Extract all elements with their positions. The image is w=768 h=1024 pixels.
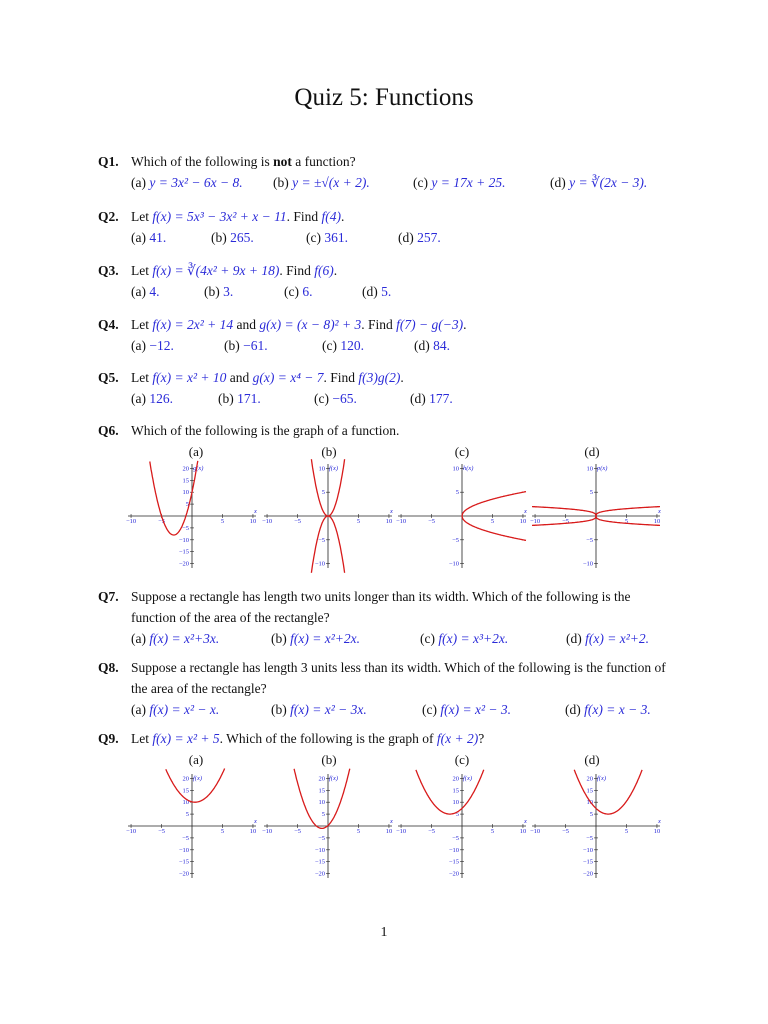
option-d[interactable]: (d) 84.	[414, 338, 450, 353]
y-tick-label: 10	[182, 489, 189, 497]
y-tick-label: −15	[178, 858, 189, 866]
x-tick-label: 5	[490, 828, 495, 835]
y-axis-name: g(x)	[193, 465, 204, 472]
option-a[interactable]: (a) 4.	[131, 284, 160, 299]
x-tick-label: 10	[249, 518, 257, 525]
y-tick-label: 10	[586, 465, 593, 473]
x-tick-label: 5	[220, 828, 225, 835]
y-tick-label: 20	[318, 775, 325, 783]
y-tick-label: 5	[321, 489, 325, 497]
y-tick-label: −20	[314, 870, 325, 878]
y-tick-label: 15	[452, 787, 459, 795]
x-tick-label: −5	[562, 518, 569, 525]
x-axis-name: x	[524, 818, 527, 825]
option-a[interactable]: (a) f(x) = x² − x.	[131, 702, 220, 717]
graph-label-c: (c)	[454, 752, 470, 767]
x-tick-label: −5	[158, 828, 165, 835]
question-number: Q1.	[98, 154, 119, 169]
y-tick-label: 15	[318, 787, 325, 795]
question-number: Q3.	[98, 263, 119, 278]
graph-label-d: (d)	[584, 752, 600, 767]
option-b[interactable]: (b) f(x) = x²+2x.	[271, 631, 360, 646]
curve	[150, 461, 198, 535]
graph-label-c: (c)	[454, 444, 470, 459]
x-tick-label: 5	[624, 828, 629, 835]
x-tick-label: 5	[624, 518, 629, 525]
option-a[interactable]: (a) −12.	[131, 338, 174, 353]
curve	[416, 770, 484, 814]
y-tick-label: −15	[448, 858, 459, 866]
question-number: Q8.	[98, 660, 119, 675]
question-number: Q2.	[98, 209, 119, 224]
curve	[166, 769, 225, 803]
option-b[interactable]: (b) 265.	[211, 230, 254, 245]
x-tick-label: −10	[529, 828, 541, 835]
option-b[interactable]: (b) f(x) = x² − 3x.	[271, 702, 367, 717]
option-c[interactable]: (c) f(x) = x² − 3.	[422, 702, 511, 717]
x-tick-label: 5	[356, 828, 361, 835]
question-5: Q5. Let f(x) = x² + 10 and g(x) = x⁴ − 7. Find f(3)g(2). (a) 126. (b) 171. (c) −65. (d) 177.	[98, 367, 678, 409]
x-axis-name: x	[658, 818, 661, 825]
y-tick-label: 5	[589, 811, 593, 819]
graph-panel	[530, 464, 661, 568]
question-number: Q6.	[98, 423, 119, 438]
x-axis-name: x	[524, 508, 527, 515]
question-8	[98, 657, 678, 720]
x-tick-label: −5	[562, 828, 569, 835]
y-tick-label: −5	[318, 834, 325, 842]
x-axis-name: x	[390, 508, 393, 515]
y-tick-label: −5	[452, 536, 459, 544]
x-tick-label: 5	[356, 518, 361, 525]
q6-graphs	[125, 462, 668, 574]
options	[131, 699, 678, 720]
y-tick-label: −10	[178, 536, 189, 544]
curve	[462, 492, 526, 516]
function-g: g(x) = (x − 8)² + 3	[259, 317, 362, 332]
page-title: Quiz 5: Functions	[294, 84, 474, 111]
graph-label-a: (a)	[188, 752, 204, 767]
x-tick-label: 10	[653, 828, 661, 835]
question-text: Suppose a rectangle has length two units longer than its width. Which of the following is the function of the area of the rectangle?	[131, 589, 631, 625]
x-tick-label: 5	[220, 518, 225, 525]
x-tick-label: 10	[385, 518, 393, 525]
y-tick-label: 20	[182, 775, 189, 783]
option-d[interactable]: (d) f(x) = x²+2.	[566, 631, 649, 646]
y-tick-label: −20	[178, 870, 189, 878]
y-axis-name: f(x)	[463, 775, 473, 782]
x-tick-label: −10	[125, 518, 137, 525]
find-expression: f(x + 2)	[436, 731, 479, 746]
question-number: Q7.	[98, 589, 119, 604]
question-text: Which of the following is	[131, 154, 274, 169]
function-expression: f(x) = ∛(4x² + 9x + 18)	[152, 263, 280, 278]
option-d[interactable]: (d) 5.	[362, 284, 392, 299]
function-f: f(x) = x² + 10	[152, 370, 227, 385]
page-number: 1	[380, 925, 388, 940]
option-c[interactable]: (c) f(x) = x³+2x.	[420, 631, 509, 646]
y-axis-name: f(x)	[329, 465, 339, 472]
question-9: Q9. Let f(x) = x² + 5. Which of the following is the graph of f(x + 2)?	[98, 728, 678, 749]
question-6	[98, 420, 678, 441]
y-tick-label: −20	[582, 870, 593, 878]
q9-graphs	[125, 772, 668, 884]
option-d[interactable]: (d) y = ∛(2x − 3).	[550, 175, 648, 190]
x-tick-label: 10	[519, 518, 527, 525]
question-number: Q4.	[98, 317, 119, 332]
option-b[interactable]: (b) −61.	[224, 338, 268, 353]
graph-panel	[530, 770, 661, 878]
graph-label-a: (a)	[188, 444, 204, 459]
y-tick-label: −20	[448, 870, 459, 878]
graph-panel	[396, 770, 527, 878]
option-b[interactable]: (b) y = ±√(x + 2).	[273, 175, 370, 190]
y-tick-label: 15	[586, 787, 593, 795]
graph-label-d: (d)	[584, 444, 600, 459]
question-text: Which of the following is the graph of a function.	[131, 423, 400, 438]
y-tick-label: −5	[452, 834, 459, 842]
y-tick-label: −5	[586, 536, 593, 544]
options	[131, 172, 678, 193]
question-number: Q9.	[98, 731, 119, 746]
x-tick-label: −5	[428, 828, 435, 835]
graph-panel	[262, 459, 393, 573]
x-tick-label: −10	[529, 518, 541, 525]
y-tick-label: 10	[452, 465, 459, 473]
x-tick-label: 10	[249, 828, 257, 835]
option-d[interactable]: (d) 257.	[398, 230, 441, 245]
y-tick-label: 5	[589, 489, 593, 497]
find-expression: f(6)	[314, 263, 334, 278]
y-tick-label: −5	[318, 536, 325, 544]
curve	[574, 770, 642, 814]
find-expression: f(7) − g(−3)	[396, 317, 464, 332]
graph-label-b: (b)	[321, 444, 337, 459]
x-tick-label: −10	[395, 828, 407, 835]
graph-panel	[126, 769, 257, 879]
options	[131, 628, 678, 649]
x-tick-label: −10	[125, 828, 137, 835]
option-a[interactable]: (a) 41.	[131, 230, 167, 245]
x-tick-label: −5	[158, 518, 165, 525]
x-axis-name: x	[658, 508, 661, 515]
x-tick-label: −10	[261, 828, 273, 835]
option-a[interactable]: (a) 126.	[131, 391, 173, 406]
options	[131, 388, 678, 409]
y-axis-name: f(x)	[329, 775, 339, 782]
find-expression: f(3)g(2)	[358, 370, 401, 385]
graph-panel	[396, 464, 527, 568]
y-tick-label: 5	[455, 489, 459, 497]
options	[131, 335, 678, 356]
y-axis-name: p(x)	[597, 465, 608, 472]
x-tick-label: 10	[653, 518, 661, 525]
y-tick-label: 20	[452, 775, 459, 783]
x-axis-name: x	[390, 818, 393, 825]
x-axis-name: x	[254, 508, 257, 515]
question-4: Q4. Let f(x) = 2x² + 14 and g(x) = (x − 8)² + 3. Find f(7) − g(−3). (a) −12. (b) −61. (c) 120. (d) 84.	[98, 314, 678, 356]
y-tick-label: −5	[182, 524, 189, 532]
y-tick-label: −20	[178, 560, 189, 568]
find-expression: f(4)	[321, 209, 342, 224]
y-tick-label: 5	[321, 811, 325, 819]
y-tick-label: 10	[318, 465, 325, 473]
y-axis-name: f(x)	[193, 775, 203, 782]
y-tick-label: 5	[455, 811, 459, 819]
x-tick-label: −5	[294, 828, 301, 835]
question-2: Q2. Let f(x) = 5x³ − 3x² + x − 11. Find f(4). (a) 41. (b) 265. (c) 361. (d) 257.	[98, 206, 678, 248]
x-tick-label: −5	[294, 518, 301, 525]
option-d[interactable]: (d) 177.	[410, 391, 453, 406]
option-a[interactable]: (a) y = 3x² − 6x − 8.	[131, 175, 243, 190]
x-tick-label: 5	[490, 518, 495, 525]
y-tick-label: −10	[582, 846, 593, 854]
y-axis-name: f(x)	[597, 775, 607, 782]
y-tick-label: 10	[586, 799, 593, 807]
question-number: Q5.	[98, 370, 119, 385]
x-tick-label: 10	[519, 828, 527, 835]
x-tick-label: −10	[261, 518, 273, 525]
x-tick-label: 10	[385, 828, 393, 835]
function-f: f(x) = 2x² + 14	[152, 317, 234, 332]
option-b[interactable]: (b) 171.	[218, 391, 261, 406]
y-tick-label: 10	[452, 799, 459, 807]
y-tick-label: 20	[182, 465, 189, 473]
option-c[interactable]: (c) 120.	[322, 338, 364, 353]
y-tick-label: −15	[314, 858, 325, 866]
y-tick-label: −10	[448, 846, 459, 854]
graph-label-b: (b)	[321, 752, 337, 767]
option-c[interactable]: (c) 361.	[306, 230, 348, 245]
function-expression: f(x) = 5x³ − 3x² + x − 11	[152, 209, 287, 224]
y-tick-label: 10	[182, 799, 189, 807]
x-tick-label: −5	[428, 518, 435, 525]
graph-panel	[262, 769, 393, 878]
y-tick-label: −10	[314, 846, 325, 854]
y-tick-label: −15	[582, 858, 593, 866]
options	[131, 227, 678, 248]
y-tick-label: −10	[178, 846, 189, 854]
option-c[interactable]: (c) y = 17x + 25.	[413, 175, 506, 190]
options	[131, 281, 678, 302]
option-c[interactable]: (c) 6.	[284, 284, 313, 299]
question-text: a function?	[291, 154, 356, 169]
option-a[interactable]: (a) f(x) = x²+3x.	[131, 631, 220, 646]
y-tick-label: 5	[185, 501, 189, 509]
y-tick-label: 5	[185, 811, 189, 819]
x-axis-name: x	[254, 818, 257, 825]
question-3: Q3. Let f(x) = ∛(4x² + 9x + 18). Find f(6). (a) 4. (b) 3. (c) 6. (d) 5.	[98, 260, 678, 302]
y-tick-label: 20	[586, 775, 593, 783]
y-tick-label: −15	[178, 548, 189, 556]
y-tick-label: 15	[182, 477, 189, 485]
function-expression: f(x) = x² + 5	[152, 731, 220, 746]
question-1	[98, 151, 678, 193]
y-tick-label: 15	[182, 787, 189, 795]
function-g: g(x) = x⁴ − 7	[252, 370, 324, 385]
y-tick-label: −5	[586, 834, 593, 842]
option-d[interactable]: (d) f(x) = x − 3.	[565, 702, 651, 717]
option-b[interactable]: (b) 3.	[204, 284, 234, 299]
y-tick-label: −10	[314, 560, 325, 568]
question-emphasis: not	[273, 154, 292, 169]
y-tick-label: −10	[448, 560, 459, 568]
graph-panel	[126, 461, 257, 568]
y-tick-label: −5	[182, 834, 189, 842]
y-axis-name: h(x)	[463, 465, 474, 472]
option-c[interactable]: (c) −65.	[314, 391, 357, 406]
y-tick-label: −10	[582, 560, 593, 568]
question-text: Suppose a rectangle has length 3 units less than its width. Which of the following is the function of the area of the rectangle?	[131, 660, 666, 696]
question-7	[98, 586, 678, 649]
x-tick-label: −10	[395, 518, 407, 525]
y-tick-label: 10	[318, 799, 325, 807]
